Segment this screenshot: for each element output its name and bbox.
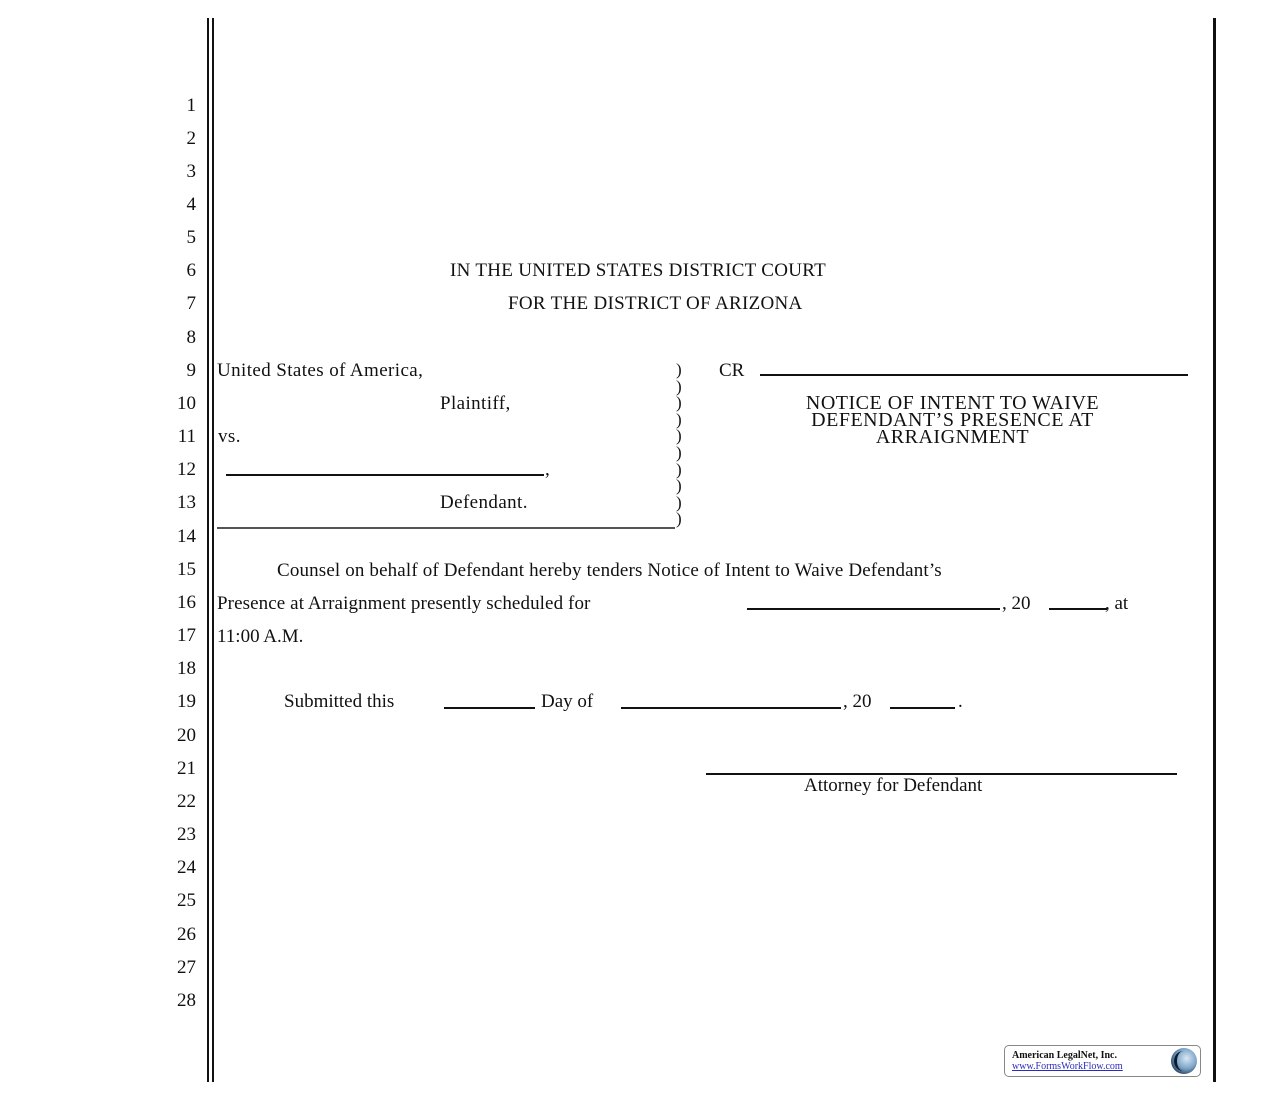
line-number: 13 [177, 492, 196, 513]
line-number: 3 [186, 161, 196, 182]
line-number: 27 [177, 957, 196, 978]
american-legalnet-badge[interactable] [1004, 1045, 1201, 1077]
left-margin-rule-outer [207, 18, 209, 1082]
line-number: 4 [186, 194, 196, 215]
paren: ) [676, 409, 682, 429]
line-number: 2 [186, 128, 196, 149]
paren: ) [676, 509, 682, 529]
line-number: 17 [177, 625, 196, 646]
submitted-month-field[interactable] [621, 707, 841, 709]
case-number-field[interactable] [760, 374, 1188, 376]
line-number: 19 [177, 691, 196, 712]
line-number: 11 [177, 426, 196, 447]
day-of-text: Day of [541, 691, 594, 712]
submitted-day-field[interactable] [444, 707, 535, 709]
court-name-line1: IN THE UNITED STATES DISTRICT COURT [450, 260, 827, 281]
attorney-signature-label: Attorney for Defendant [804, 775, 983, 796]
document-title [740, 392, 1165, 448]
submitted-period: . [958, 691, 963, 712]
line-number: 7 [186, 293, 196, 314]
defendant-label: Defendant. [440, 492, 528, 513]
line-number: 12 [177, 459, 196, 480]
paren: ) [676, 426, 682, 446]
scheduled-date-field[interactable] [747, 608, 1000, 610]
badge-company-name: American LegalNet, Inc. [1012, 1050, 1117, 1061]
right-margin-rule [1213, 18, 1216, 1082]
year-prefix: , 20 [1002, 593, 1031, 614]
badge-url-link[interactable]: www.FormsWorkFlow.com [1012, 1061, 1123, 1072]
line-number: 1 [186, 95, 196, 116]
line-number: 10 [177, 393, 196, 414]
globe-logo-icon [1171, 1048, 1197, 1074]
left-margin-rule-inner [212, 18, 214, 1082]
caption-bottom-rule [217, 527, 675, 529]
line-number: 21 [177, 758, 196, 779]
at-text: , at [1105, 593, 1129, 614]
line-number: 25 [177, 890, 196, 911]
paren: ) [676, 376, 682, 396]
line-number: 23 [177, 824, 196, 845]
arraignment-time: 11:00 A.M. [217, 626, 304, 647]
line-number: 9 [186, 360, 196, 381]
paren: ) [676, 459, 682, 479]
line-number: 15 [177, 559, 196, 580]
submitted-year-field[interactable] [890, 707, 955, 709]
plaintiff-name: United States of America, [217, 360, 424, 381]
plaintiff-label: Plaintiff, [440, 393, 511, 414]
line-number: 18 [177, 658, 196, 679]
document-title-line3: ARRAIGNMENT [875, 426, 1030, 448]
body-line2-prefix: Presence at Arraignment presently scheduled for [217, 593, 591, 614]
versus-text: vs. [218, 426, 241, 447]
defendant-comma: , [545, 459, 550, 480]
line-number: 8 [186, 327, 196, 348]
document-title-line2: DEFENDANT’S PRESENCE AT [811, 409, 1094, 431]
case-prefix: CR [719, 360, 745, 381]
line-number: 22 [177, 791, 196, 812]
scheduled-year-field[interactable] [1049, 608, 1107, 610]
line-number: 24 [177, 857, 196, 878]
paren: ) [676, 476, 682, 496]
line-number: 14 [177, 526, 196, 547]
paren: ) [676, 442, 682, 462]
line-number: 26 [177, 924, 196, 945]
document-title-line1: NOTICE OF INTENT TO WAIVE [805, 392, 1100, 414]
submitted-prefix: Submitted this [284, 691, 395, 712]
line-number: 20 [177, 725, 196, 746]
line-number: 16 [177, 592, 196, 613]
line-number: 5 [186, 227, 196, 248]
line-number: 28 [177, 990, 196, 1011]
defendant-name-field[interactable] [226, 474, 544, 476]
paren: ) [676, 360, 682, 379]
caption-parentheses [676, 362, 688, 528]
line-number: 6 [186, 260, 196, 281]
court-name-line2: FOR THE DISTRICT OF ARIZONA [508, 293, 803, 314]
paren: ) [676, 393, 682, 413]
body-line1: Counsel on behalf of Defendant hereby tenders Notice of Intent to Waive Defendant’s [277, 560, 942, 581]
submitted-year-prefix: , 20 [843, 691, 872, 712]
body-line2 [217, 593, 590, 615]
paren: ) [676, 492, 682, 512]
